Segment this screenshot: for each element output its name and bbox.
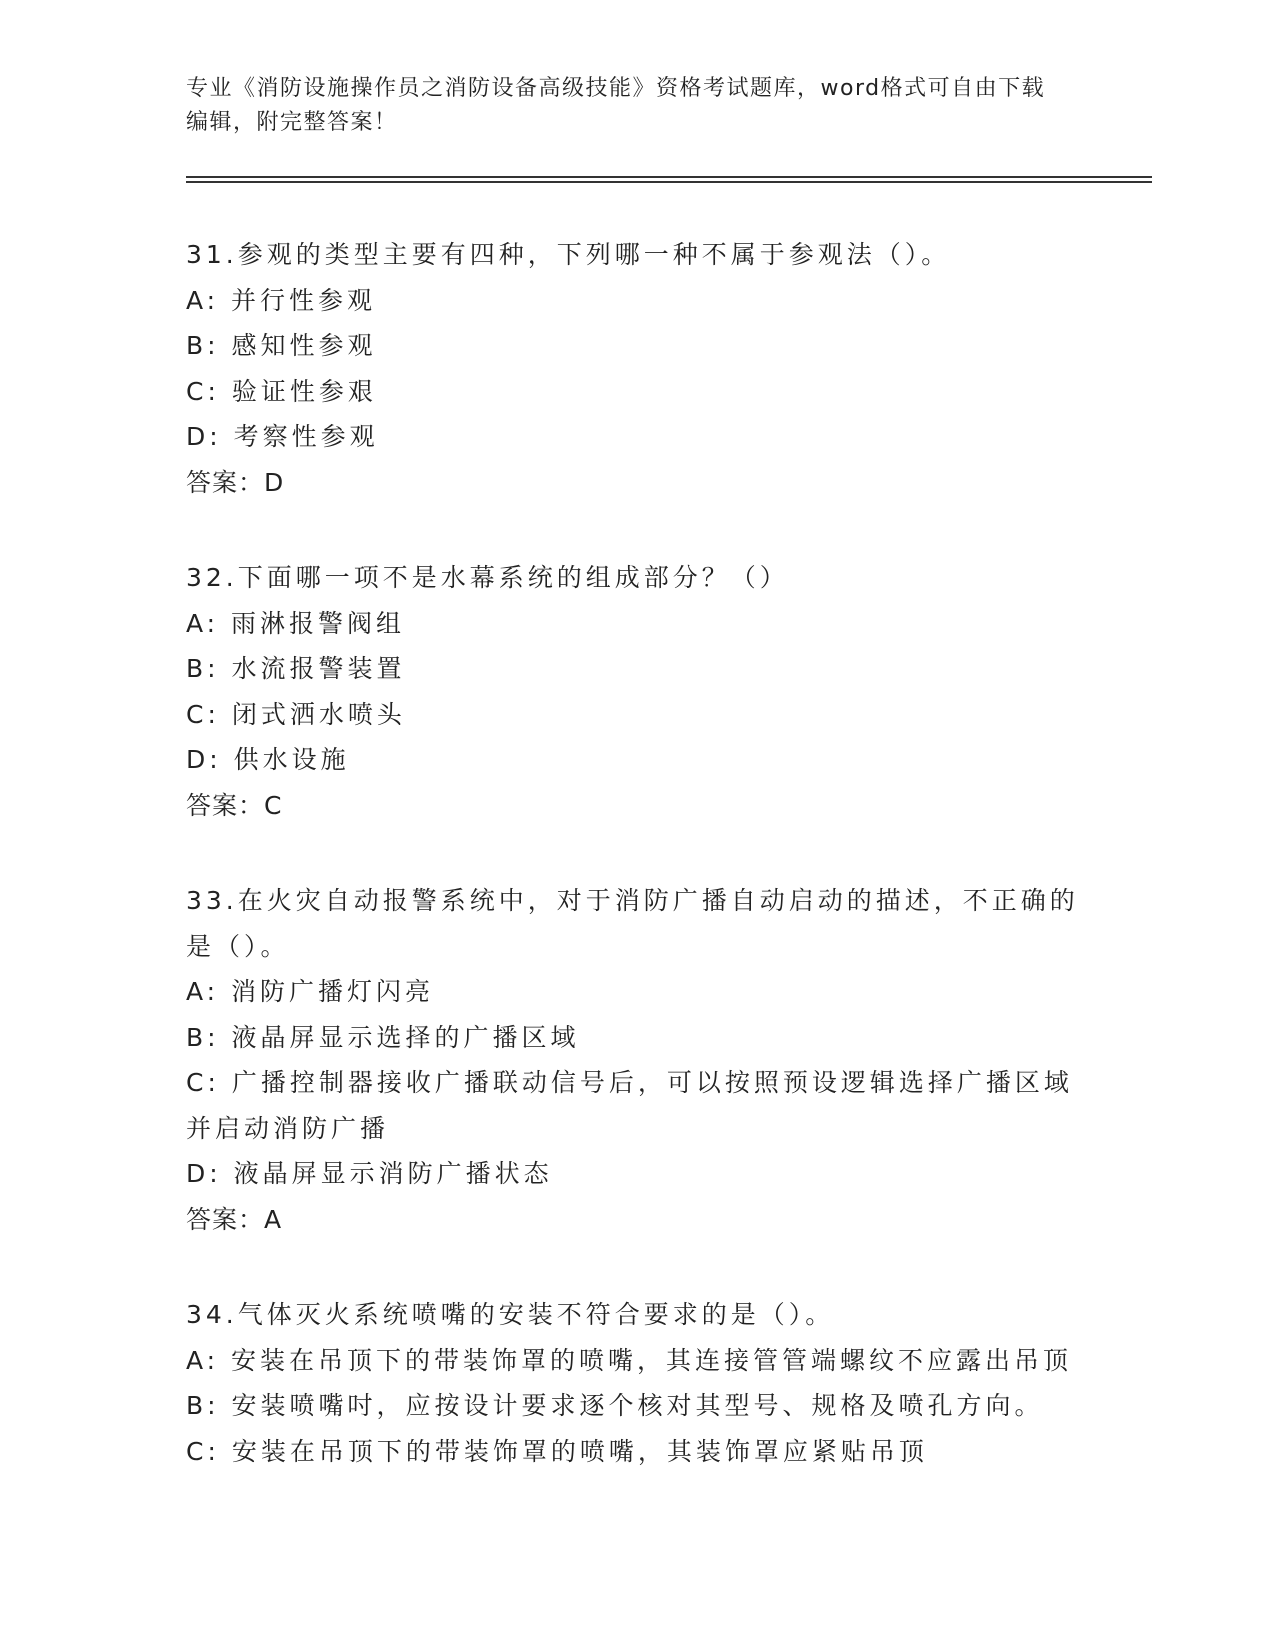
question-list xyxy=(186,232,1086,1524)
header-rule-top xyxy=(186,176,1152,178)
answer-text: 答案：A xyxy=(186,1204,283,1234)
option-b: B: 感知性参观 xyxy=(186,331,377,360)
question-33 xyxy=(186,878,1086,1242)
option-c: C: 广播控制器接收广播联动信号后，可以按照预设逻辑选择广播区域并启动消防广播 xyxy=(186,1068,1073,1143)
option-d: D: 供水设施 xyxy=(186,745,350,774)
answer-text: 答案：D xyxy=(186,467,285,497)
question-34 xyxy=(186,1292,1086,1474)
option-d: D: 考察性参观 xyxy=(186,422,379,451)
question-stem: 33.在火灾自动报警系统中，对于消防广播自动启动的描述，不正确的是（）。 xyxy=(186,886,1079,961)
question-32 xyxy=(186,555,1086,828)
document-header: 专业《消防设施操作员之消防设备高级技能》资格考试题库，word格式可自由下载编辑，附完整答案！ xyxy=(186,76,1046,135)
option-a: A: 安装在吊顶下的带装饰罩的喷嘴，其连接管管端螺纹不应露出吊顶 xyxy=(186,1345,1073,1375)
option-b: B: 水流报警装置 xyxy=(186,654,406,683)
option-b: B: 安装喷嘴吋，应按设计要求逐个核对其型号、规格及喷孔方向。 xyxy=(186,1391,1044,1420)
option-c: C: 验证性参艰 xyxy=(186,376,377,406)
option-c: C: 闭式洒水喷头 xyxy=(186,699,406,729)
question-31 xyxy=(186,232,1086,505)
header-rule-bottom xyxy=(186,181,1152,183)
option-a: A: 雨淋报警阀组 xyxy=(186,608,406,638)
option-a: A: 消防广播灯闪亮 xyxy=(186,977,435,1006)
option-b: B: 液晶屏显示选择的广播区域 xyxy=(186,1022,580,1052)
question-stem: 32.下面哪一项不是水幕系统的组成部分？（） xyxy=(186,563,789,592)
option-c: C: 安装在吊顶下的带装饰罩的喷嘴，其装饰罩应紧贴吊顶 xyxy=(186,1436,928,1466)
question-stem: 34.气体灭火系统喷嘴的安装不符合要求的是（）。 xyxy=(186,1300,835,1329)
question-stem: 31.参观的类型主要有四种，下列哪一种不属于参观法（）。 xyxy=(186,240,951,269)
answer-text: 答案：C xyxy=(186,790,283,820)
option-a: A: 并行性参观 xyxy=(186,285,377,315)
option-d: D: 液晶屏显示消防广播状态 xyxy=(186,1159,553,1188)
